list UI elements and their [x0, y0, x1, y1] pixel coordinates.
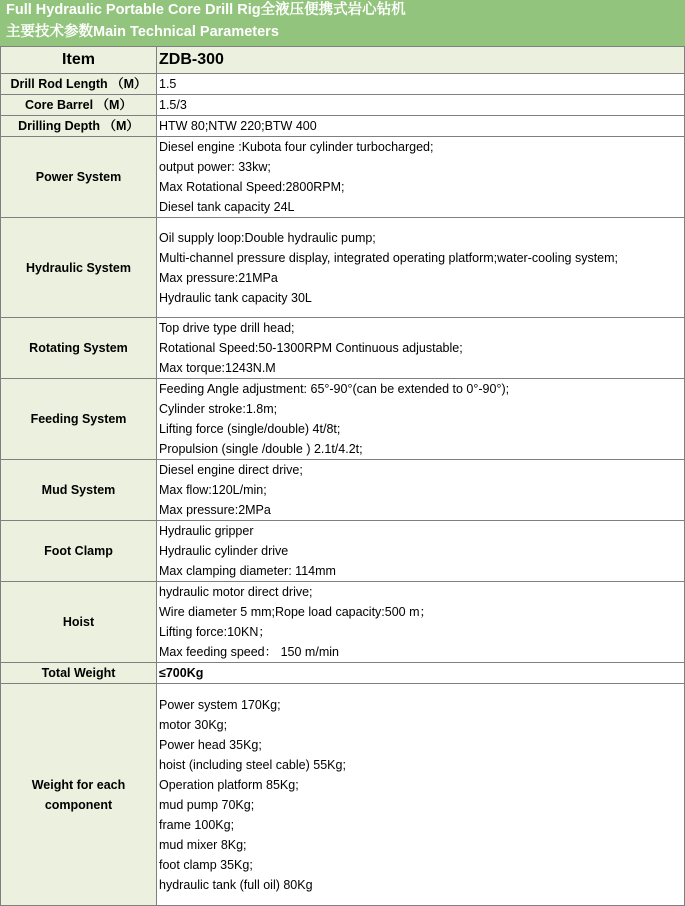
- value-line: Cylinder stroke:1.8m;: [159, 402, 278, 416]
- table-row: [1, 95, 685, 116]
- value-line: mud pump 70Kg;: [159, 797, 255, 812]
- value-line: Wire diameter 5 mm;Rope load capacity:500 m；: [159, 605, 433, 619]
- table-row: [1, 521, 685, 582]
- header-model-value: ZDB-300: [157, 47, 685, 74]
- row-value: [157, 521, 685, 582]
- table-row: [1, 116, 685, 137]
- value-line: hoist (including steel cable) 55Kg;: [159, 757, 346, 772]
- table-row: [1, 137, 685, 218]
- row-label: Core Barrel （M）: [1, 95, 157, 116]
- value-line: Max clamping diameter: 114mm: [159, 564, 336, 578]
- row-value: [157, 116, 685, 137]
- value-line: 1.5: [159, 77, 177, 91]
- row-label: Hoist: [1, 582, 157, 663]
- value-line: mud mixer 8Kg;: [159, 837, 247, 852]
- value-line: Hydraulic gripper: [159, 524, 254, 538]
- value-line: Feeding Angle adjustment: 65°-90°(can be extended to 0°-90°);: [159, 382, 510, 396]
- row-value: [157, 684, 685, 906]
- header-banner: [0, 0, 685, 46]
- table-row: [1, 379, 685, 460]
- table-row: [1, 684, 685, 906]
- table-header-row: [1, 47, 685, 74]
- value-line: Diesel engine :Kubota four cylinder turbocharged;: [159, 140, 434, 154]
- row-value: [157, 379, 685, 460]
- value-line: Max torque:1243N.M: [159, 361, 276, 375]
- value-line: 1.5/3: [159, 98, 187, 112]
- row-value: [157, 95, 685, 116]
- value-line: Lifting force:10KN；: [159, 625, 271, 639]
- value-line: foot clamp 35Kg;: [159, 857, 253, 872]
- value-line: Hydraulic tank capacity 30L: [159, 290, 312, 305]
- row-label: Weight for each component: [1, 684, 157, 906]
- value-line: Oil supply loop:Double hydraulic pump;: [159, 230, 376, 245]
- row-label: Drilling Depth （M）: [1, 116, 157, 137]
- table-row: [1, 74, 685, 95]
- row-label: Drill Rod Length （M）: [1, 74, 157, 95]
- table-row: [1, 663, 685, 684]
- value-line: Operation platform 85Kg;: [159, 777, 299, 792]
- row-label: Mud System: [1, 460, 157, 521]
- value-line: Power system 170Kg;: [159, 697, 281, 712]
- value-line: HTW 80;NTW 220;BTW 400: [159, 119, 317, 133]
- value-line: hydraulic tank (full oil) 80Kg: [159, 877, 313, 892]
- value-line: Multi-channel pressure display, integrated operating platform;water-cooling system;: [159, 250, 619, 265]
- value-line: Max pressure:21MPa: [159, 270, 278, 285]
- value-line: output power: 33kw;: [159, 160, 271, 174]
- row-value: [157, 137, 685, 218]
- sheet-title: Full Hydraulic Portable Core Drill Rig全液压便携式岩心钻机: [6, 2, 406, 18]
- value-line: Top drive type drill head;: [159, 321, 295, 335]
- table-row: [1, 582, 685, 663]
- header-item-label: Item: [1, 47, 157, 74]
- value-line: Max pressure:2MPa: [159, 503, 271, 517]
- table-row: [1, 218, 685, 318]
- value-line: Max feeding speed： 150 m/min: [159, 645, 339, 659]
- value-line: hydraulic motor direct drive;: [159, 585, 313, 599]
- value-line: Lifting force (single/double) 4t/8t;: [159, 422, 341, 436]
- row-value: [157, 318, 685, 379]
- row-value: [157, 582, 685, 663]
- value-line: frame 100Kg;: [159, 817, 235, 832]
- row-value: [157, 663, 685, 684]
- table-row: [1, 318, 685, 379]
- value-line: Diesel engine direct drive;: [159, 463, 303, 477]
- value-line: motor 30Kg;: [159, 717, 228, 732]
- table-row: [1, 460, 685, 521]
- row-label: Foot Clamp: [1, 521, 157, 582]
- value-line: Diesel tank capacity 24L: [159, 200, 295, 214]
- row-value: [157, 460, 685, 521]
- sheet-subtitle: 主要技术参数Main Technical Parameters: [6, 24, 279, 40]
- value-line: Max Rotational Speed:2800RPM;: [159, 180, 345, 194]
- row-value: [157, 218, 685, 318]
- row-label: Feeding System: [1, 379, 157, 460]
- value-line: Power head 35Kg;: [159, 737, 262, 752]
- parameters-table: [0, 46, 685, 906]
- row-value: [157, 74, 685, 95]
- value-line: Max flow:120L/min;: [159, 483, 267, 497]
- row-label: Power System: [1, 137, 157, 218]
- row-label: Total Weight: [1, 663, 157, 684]
- value-line: ≤700Kg: [159, 666, 204, 680]
- row-label: Hydraulic System: [1, 218, 157, 318]
- value-line: Rotational Speed:50-1300RPM Continuous adjustable;: [159, 341, 463, 355]
- value-line: Hydraulic cylinder drive: [159, 544, 289, 558]
- row-label: Rotating System: [1, 318, 157, 379]
- value-line: Propulsion (single /double ) 2.1t/4.2t;: [159, 442, 363, 456]
